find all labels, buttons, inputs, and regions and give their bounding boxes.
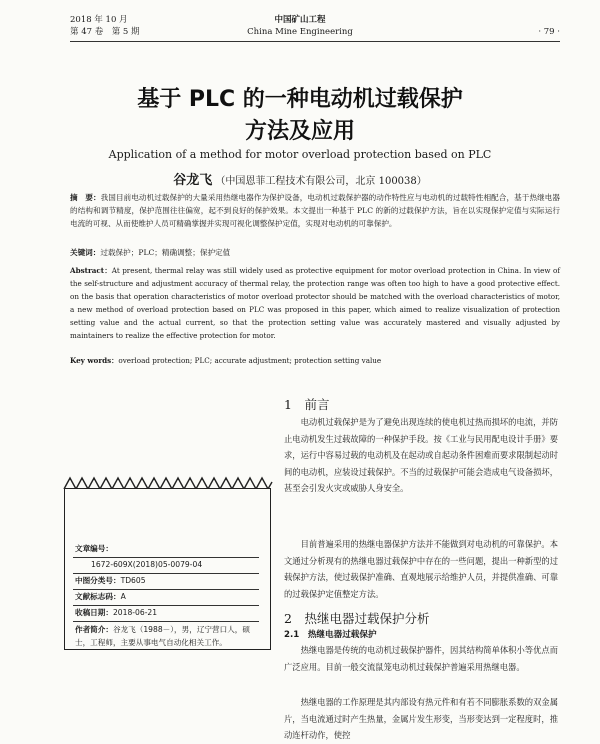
section-2-1-paragraph-2: 热继电器的工作原理是其内部设有热元件和有若不同膨胀系数的双金属片，当电流通过时产生热量，金属片发生形变，当形变达到一定程度时，推动连杆动作，使控	[284, 697, 558, 741]
section-1-paragraph-1: 电动机过载保护是为了避免出现连续的使电机过热而损坏的电流，并防止电动机发生过载故障的一种保护手段。按《工业与民用配电设计手册》要求，运行中容易过载的电动机及在起动或自起动条件困难而要求限制起动时间的电动机，应装设过载保护。不当的过载保护可能会造成电气设备损坏，甚至会引发火灾或威胁人身安全。	[284, 417, 558, 494]
header-page-number: · 79 ·	[538, 27, 560, 37]
info-rule	[73, 605, 259, 606]
article-number: 1672-609X(2018)05-0079-04	[91, 560, 203, 569]
paper-title-line2: 方法及应用	[244, 119, 355, 144]
header-journal-en: China Mine Engineering	[247, 27, 353, 37]
received-value: 2018-06-21	[112, 608, 158, 617]
bio-text: 谷龙飞（1988－），男，辽宁营口人，硕士，工程师，主要从事电气自动化相关工作。	[75, 625, 250, 647]
document-code	[75, 591, 126, 603]
section-2-1-paragraph-1: 热继电器是传统的电动机过载保护器件，因其结构简单体积小等优点而广泛应用。目前一般交流鼠笼电动机过载保护普遍采用热继电器。	[284, 645, 558, 672]
keywords-cn-label: 关键词：	[70, 248, 101, 257]
abstract-en	[70, 264, 560, 342]
author-affiliation: （中国恩菲工程技术有限公司，北京 100038）	[215, 176, 427, 187]
info-rule	[73, 621, 259, 622]
keywords-cn-text: 过载保护；PLC；精确调整；保护定值	[100, 248, 231, 257]
abstract-cn	[70, 191, 560, 231]
abstract-cn-label: 摘 要：	[70, 193, 101, 202]
abstract-cn-text: 我国目前电动机过载保护的大量采用热继电器作为保护设备，电动机过载保护器的动作特性应与电动机的过载特性相配合，基于热继电器的结构和调节精度，保护范围往往偏宽，起不到良好的保护效果。本文提出一种基于 PLC 的新的过载保护方法，旨在以实现保护定值与实际运行电流的可视、从而使维护人员可精确掌握并实现可视化调整保护定值，实现对电动机的可靠保护。	[70, 193, 561, 229]
author-line	[0, 169, 600, 188]
doc-code-value: A	[120, 592, 126, 601]
received-date	[75, 607, 157, 619]
doc-code-label: 文献标志码：	[75, 592, 121, 601]
section-1-heading: 1 前言	[284, 397, 330, 412]
header-volume: 第 47 卷 第 5 期	[70, 27, 140, 37]
author-name: 谷龙飞	[173, 173, 213, 188]
clc-label: 中图分类号：	[75, 576, 121, 585]
section-2-heading: 2 热继电器过载保护分析	[284, 611, 430, 626]
keywords-en-label: Key words：	[70, 356, 119, 365]
info-rule	[73, 573, 259, 574]
keywords-en-text: overload protection; PLC; accurate adjustment; protection setting value	[118, 356, 382, 365]
info-rule	[73, 557, 259, 558]
article-info-box	[64, 488, 271, 650]
header-date: 2018 年 10 月	[70, 15, 128, 25]
abstract-en-label: Abstract：	[70, 266, 112, 275]
keywords-en	[70, 354, 560, 367]
bio-label: 作者简介：	[75, 625, 113, 634]
clc-number	[75, 575, 146, 587]
clc-value: TD605	[120, 576, 146, 585]
article-number-label: 文章编号：	[75, 544, 113, 553]
author-bio	[75, 623, 261, 649]
abstract-en-text: At present, thermal relay was still widely used as protective equipment for motor overload protection in China. In view of the self-structure and adjustment accuracy of thermal relay, the protection range was often too high to have a good protective effect. on the basis that operation characteristics of motor overload protector should be matched with the overload characteristics of motor, a new method of overload protection based on PLC was proposed in this paper, which aimed to realize visualization of protection setting value and the actual current, so that the protection setting value was accurately mastered and visually adjusted by maintainers to realize the effective protection for motor.	[70, 266, 560, 340]
section-2-1-heading: 2.1 热继电器过载保护	[284, 630, 377, 640]
info-rule	[73, 589, 259, 590]
header-rule	[70, 41, 560, 42]
paper-title-line1: 基于 PLC 的一种电动机过载保护	[137, 87, 463, 112]
section-1-paragraph-2: 目前普遍采用的热继电器保护方法并不能做到对电动机的可靠保护。本文通过分析现有的热继电器过载保护中存在的一些问题，提出一种新型的过载保护方法，使过载保护准确、直观地展示给维护人员，并提供准确、可靠的过载保护定值整定方法。	[284, 539, 558, 599]
paper-title-english: Application of a method for motor overload protection based on PLC	[108, 148, 492, 161]
received-label: 收稿日期：	[75, 608, 113, 617]
keywords-cn	[70, 246, 560, 259]
header-journal-cn: 中国矿山工程	[274, 15, 326, 25]
